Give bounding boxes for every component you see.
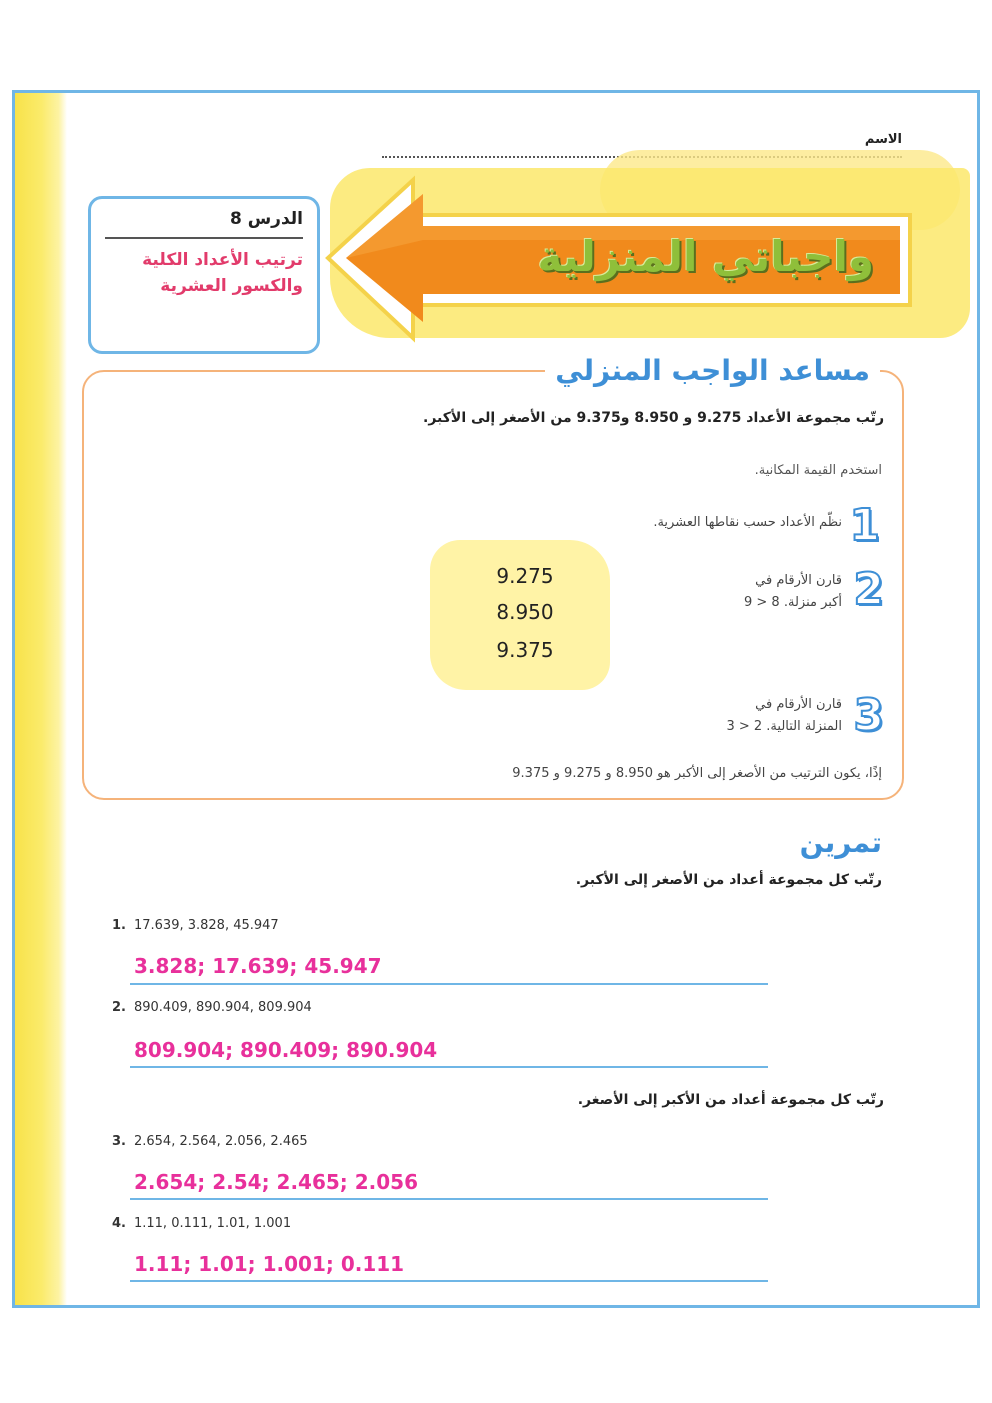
decorative-side-strip: [15, 93, 59, 1305]
answer-line: [130, 1280, 768, 1282]
step-1-text: نظّم الأعداد حسب نقاطها العشرية.: [653, 515, 842, 530]
name-label: الاسم: [864, 132, 902, 147]
helper-hint: استخدم القيمة المكانية.: [754, 463, 882, 478]
answer-line: [130, 983, 768, 985]
step-2-line-2: أكبر منزلة. 8 < 9: [743, 595, 842, 610]
exercise-3-question: [112, 1134, 308, 1149]
step-3-number: 3: [853, 690, 884, 741]
exercise-3-answer[interactable]: 2.654; 2.54; 2.465; 2.056: [134, 1170, 419, 1194]
answer-line: [130, 1066, 768, 1068]
exercise-1-question: [112, 918, 279, 933]
step-2-line-1: قارن الأرقام في: [755, 573, 842, 588]
homework-helper-title: مساعد الواجب المنزلي: [545, 354, 880, 387]
practice-instruction-ascending: رتّب كل مجموعة أعداد من الأصغر إلى الأكبر.: [575, 872, 882, 888]
exercise-number: 1.: [112, 918, 126, 933]
step-3-line-2: المنزلة التالية. 2 < 3: [726, 719, 842, 734]
exercise-number: 4.: [112, 1216, 126, 1231]
step-1-number: 1: [849, 500, 880, 551]
exercise-number: 3.: [112, 1134, 126, 1149]
exercise-values: 890.409, 890.904, 809.904: [133, 1000, 312, 1015]
lesson-divider: [105, 237, 303, 239]
exercise-1-answer[interactable]: 3.828; 17.639; 45.947: [134, 954, 382, 978]
exercise-values: 2.654, 2.564, 2.056, 2.465: [133, 1134, 308, 1149]
practice-instruction-descending: رتّب كل مجموعة أعداد من الأكبر إلى الأصغر.: [577, 1092, 884, 1108]
helper-task: رتّب مجموعة الأعداد 9.275 و 8.950 و9.375 من الأصغر إلى الأكبر.: [423, 410, 884, 426]
step-3-text: [726, 694, 842, 738]
step-2-number: 2: [853, 564, 884, 615]
exercise-4-answer[interactable]: 1.11; 1.01; 1.001; 0.111: [134, 1252, 405, 1276]
lesson-number: الدرس 8: [229, 209, 303, 229]
number-item: 9.375: [496, 638, 554, 662]
number-item: 8.950: [496, 600, 554, 624]
number-item: 9.275: [496, 564, 554, 588]
step-2-text: [744, 570, 842, 614]
step-3-line-1: قارن الأرقام في: [755, 697, 842, 712]
practice-title: تمرين: [799, 826, 882, 859]
lesson-card: [88, 196, 320, 354]
exercise-2-answer[interactable]: 809.904; 890.409; 890.904: [134, 1038, 438, 1062]
lesson-title: ترتيب الأعداد الكلية والكسور العشرية: [142, 250, 303, 296]
homework-banner-title: واجباتي المنزلية: [537, 232, 874, 281]
helper-conclusion: إذًا، يكون الترتيب من الأصغر إلى الأكبر هو 8.950 و 9.275 و 9.375: [512, 766, 882, 781]
exercise-number: 2.: [112, 1000, 126, 1015]
exercise-4-question: [112, 1216, 291, 1231]
exercise-values: 1.11, 0.111, 1.01, 1.001: [133, 1216, 292, 1231]
exercise-2-question: [112, 1000, 312, 1015]
exercise-values: 17.639, 3.828, 45.947: [133, 918, 279, 933]
answer-line: [130, 1198, 768, 1200]
